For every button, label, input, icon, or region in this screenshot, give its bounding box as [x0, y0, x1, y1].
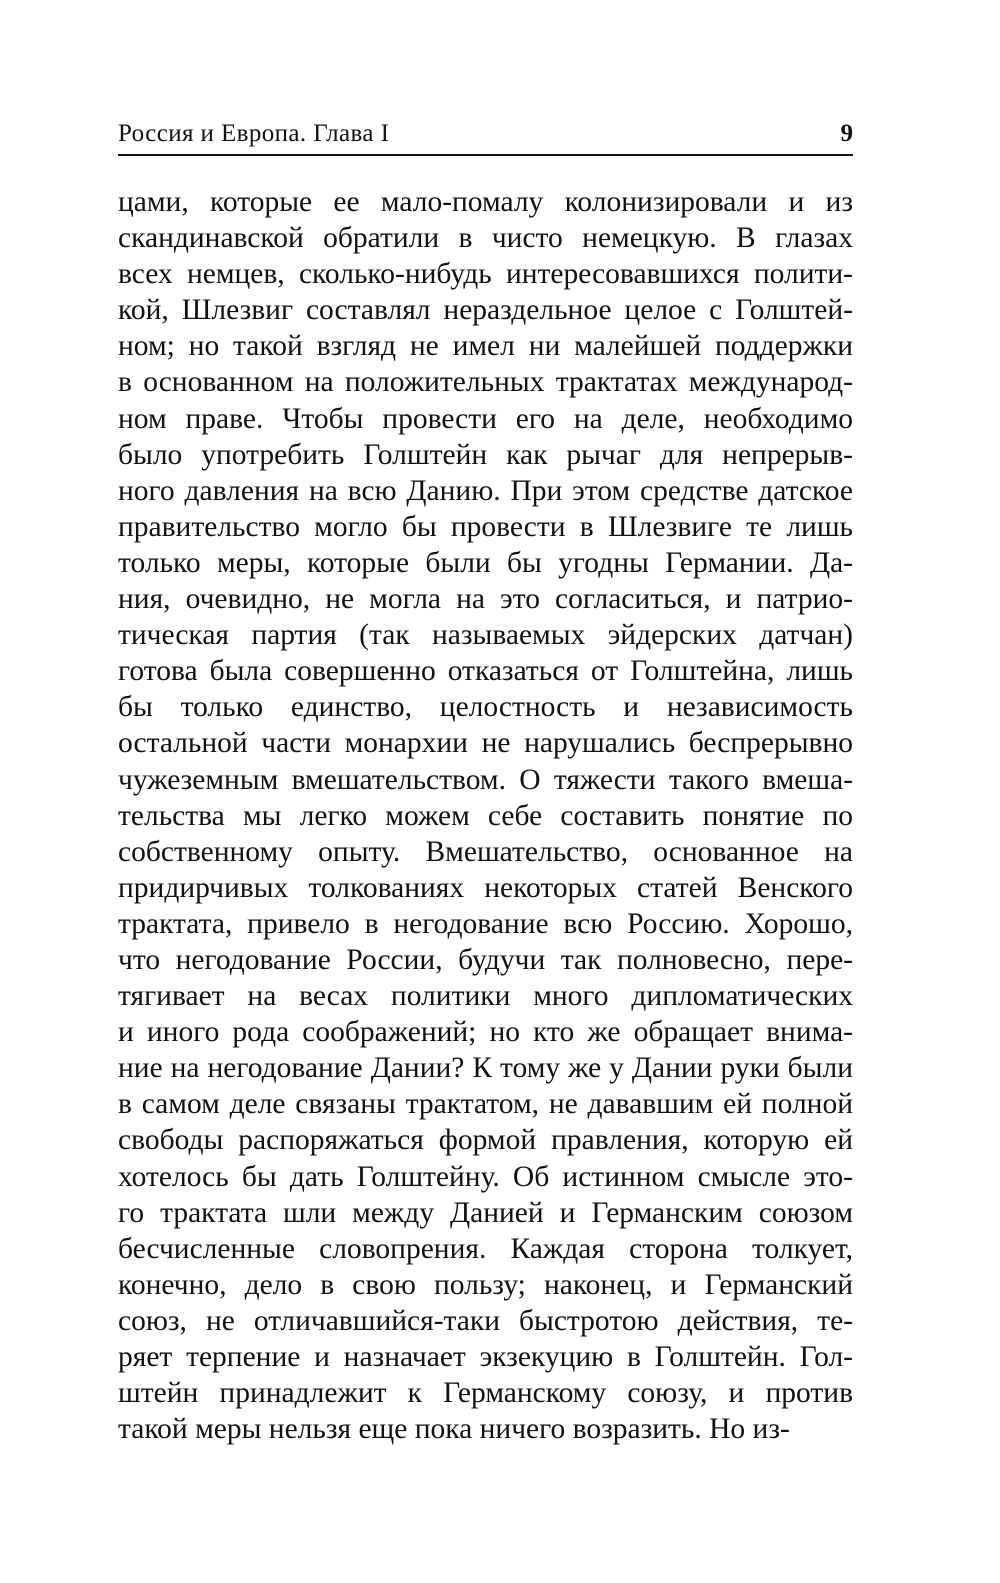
text-line: бы только единство, целостность и независимость	[118, 691, 853, 724]
text-line: остальной части монархии не нарушались беспрерывно	[118, 727, 853, 760]
text-line: тическая партия (так называемых эйдерских датчан)	[118, 619, 853, 652]
text-line: правительство могло бы провести в Шлезвиге те лишь	[118, 510, 853, 543]
text-line: бесчисленные словопрения. Каждая сторона толкует,	[118, 1232, 853, 1265]
text-line: скандинавской обратили в чисто немецкую. В глазах	[118, 222, 853, 255]
text-line: ного давления на всю Данию. При этом средстве датское	[118, 474, 853, 507]
text-line: ряет терпение и назначает экзекуцию в Голштейн. Гол-	[118, 1341, 853, 1373]
text-line: придирчивых толкованиях некоторых статей Венского	[118, 871, 853, 904]
text-line: цами, которые ее мало-помалу колонизировали и из	[118, 186, 853, 218]
text-line: в самом деле связаны трактатом, не дававшим ей полной	[118, 1088, 853, 1121]
text-line: только меры, которые были бы угодны Германии. Да-	[118, 546, 853, 579]
page-number: 9	[840, 120, 853, 147]
text-line: было употребить Голштейн как рычаг для непрерыв-	[118, 438, 853, 471]
body-text	[118, 184, 853, 1447]
text-line: в основанном на положительных трактатах международ-	[118, 366, 853, 399]
text-line: готова была совершенно отказаться от Голштейна, лишь	[118, 655, 853, 688]
text-line: и иного рода соображений; но кто же обращает внима-	[118, 1016, 853, 1049]
text-line: союз, не отличавшийся-таки быстротою действия, те-	[118, 1304, 853, 1337]
text-line: трактата, привело в негодование всю Россию. Хорошо,	[118, 907, 853, 940]
text-line: хотелось бы дать Голштейну. Об истинном смысле это-	[118, 1160, 853, 1193]
text-line: свободы распоряжаться формой правления, которую ей	[118, 1124, 853, 1157]
text-line: кой, Шлезвиг составлял нераздельное целое с Голштей-	[118, 294, 853, 327]
text-line: ном; но такой взгляд не имел ни малейшей поддержки	[118, 330, 853, 363]
text-line: штейн принадлежит к Германскому союзу, и против	[118, 1377, 853, 1410]
text-line: чужеземным вмешательством. О тяжести такого вмеша-	[118, 763, 853, 796]
text-line: собственному опыту. Вмешательство, основанное на	[118, 835, 853, 868]
running-head	[118, 112, 853, 156]
text-line: конечно, дело в свою пользу; наконец, и Германский	[118, 1268, 853, 1301]
running-title: Россия и Европа. Глава I	[118, 120, 390, 147]
text-line: ние на негодование Дании? К тому же у Дании руки были	[118, 1052, 853, 1085]
text-line: всех немцев, сколько-нибудь интересовавшихся полити-	[118, 258, 853, 291]
text-line: такой меры нельзя еще пока ничего возразить. Но из-	[118, 1413, 790, 1446]
text-line: го трактата шли между Данией и Германским союзом	[118, 1196, 853, 1229]
text-line: тягивает на весах политики много дипломатических	[118, 980, 853, 1013]
text-line: ния, очевидно, не могла на это согласиться, и патрио-	[118, 583, 853, 616]
text-line: что негодование России, будучи так полновесно, пере-	[118, 943, 853, 976]
text-line: тельства мы легко можем себе составить понятие по	[118, 799, 853, 832]
text-line: ном праве. Чтобы провести его на деле, необходимо	[118, 402, 853, 435]
